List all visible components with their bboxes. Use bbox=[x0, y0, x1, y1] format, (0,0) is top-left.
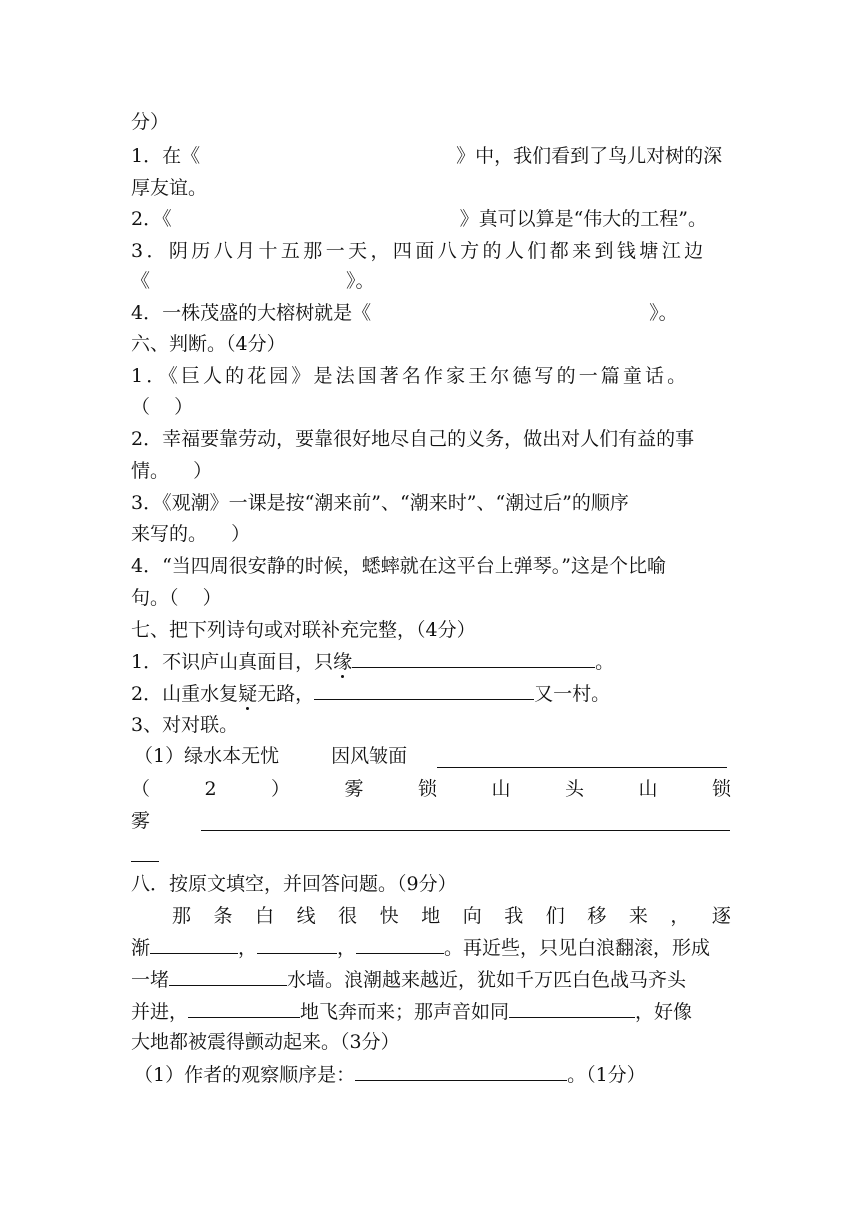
fill-question-1-cont: 厚友谊。 bbox=[131, 177, 208, 199]
emphasis-char: 缘 bbox=[333, 651, 353, 673]
section-7-heading: 七、把下列诗句或对联补充完整，（4分） bbox=[131, 619, 476, 641]
passage-line-4: 并进， 地飞奔而来；那声音如同 ，好像 bbox=[131, 998, 731, 1024]
poem-line-1: 1．不识庐山真面目，只缘 。 bbox=[131, 648, 731, 674]
judge-question-2: 2．幸福要靠劳动，要靠很好地尽自己的义务，做出对人们有益的事 bbox=[131, 428, 695, 450]
passage-line-3: 一堵 水墙。浪潮越来越近，犹如千万匹白色战马齐头 bbox=[131, 966, 731, 992]
couplet-2-cont: 雾 bbox=[131, 810, 151, 832]
answer-blank[interactable] bbox=[355, 1061, 567, 1081]
answer-blank[interactable] bbox=[201, 830, 730, 831]
judge-question-4: 4．“当四周很安静的时候，蟋蟀就在这平台上弹琴。”这是个比喻 bbox=[131, 555, 667, 577]
answer-blank[interactable] bbox=[169, 966, 287, 986]
continued-score-text: 分） bbox=[131, 111, 170, 133]
poem-line-2: 2．山重水复疑无路， 又一村。 bbox=[131, 680, 731, 706]
answer-blank[interactable] bbox=[509, 998, 635, 1018]
answer-blank[interactable] bbox=[314, 680, 534, 700]
answer-blank[interactable] bbox=[150, 934, 238, 954]
answer-blank-cont[interactable] bbox=[131, 861, 159, 862]
fill-question-2: 2．《 》真可以算是“伟大的工程”。 bbox=[131, 208, 708, 230]
fill-question-1: 1．在《 》中，我们看到了鸟儿对树的深 bbox=[131, 145, 723, 167]
section-6-heading: 六、判断。（4分） bbox=[131, 333, 286, 355]
passage-line-1: 那 条 白 线 很 快 地 向 我 们 移 来 ， 逐 bbox=[172, 905, 731, 927]
fill-question-3-cont: 《 》。 bbox=[131, 270, 375, 292]
answer-blank[interactable] bbox=[356, 934, 444, 954]
answer-blank[interactable] bbox=[188, 998, 300, 1018]
fill-question-4: 4．一株茂盛的大榕树就是《 》。 bbox=[131, 302, 678, 324]
couplet-1: （1）绿水本无忧 因风皱面 bbox=[134, 745, 408, 767]
section-8-heading: 八．按原文填空，并回答问题。（9分） bbox=[131, 873, 457, 895]
passage-line-5: 大地都被震得颤动起来。（3分） bbox=[131, 1031, 400, 1053]
answer-blank[interactable] bbox=[257, 934, 337, 954]
couplet-2: （ 2 ） 雾 锁 山 头 山 锁 bbox=[131, 778, 731, 800]
answer-blank[interactable] bbox=[437, 767, 727, 768]
judge-question-1: 1．《巨人的花园》是法国著名作家王尔德写的一篇童话。 bbox=[131, 365, 690, 387]
judge-answer-1[interactable]: （ ） bbox=[131, 396, 194, 418]
answer-blank[interactable] bbox=[352, 648, 595, 668]
judge-question-3-cont[interactable]: 来写的。 ） bbox=[131, 523, 251, 545]
judge-question-3: 3．《观潮》一课是按“潮来前”、“潮来时”、“潮过后”的顺序 bbox=[131, 492, 629, 514]
passage-line-2: 渐 ， ， 。再近些，只见白浪翻滚，形成 bbox=[131, 934, 731, 960]
emphasis-char: 疑 bbox=[238, 683, 258, 705]
couplet-heading: 3、对对联。 bbox=[131, 714, 239, 736]
judge-question-2-cont[interactable]: 情。 ） bbox=[131, 460, 213, 482]
judge-question-4-cont[interactable]: 句。（ ） bbox=[131, 587, 222, 609]
fill-question-3: 3．阴历八月十五那一天，四面八方的人们都来到钱塘江边 bbox=[131, 240, 707, 262]
sub-question-1: （1）作者的观察顺序是： 。（1分） bbox=[134, 1061, 734, 1087]
